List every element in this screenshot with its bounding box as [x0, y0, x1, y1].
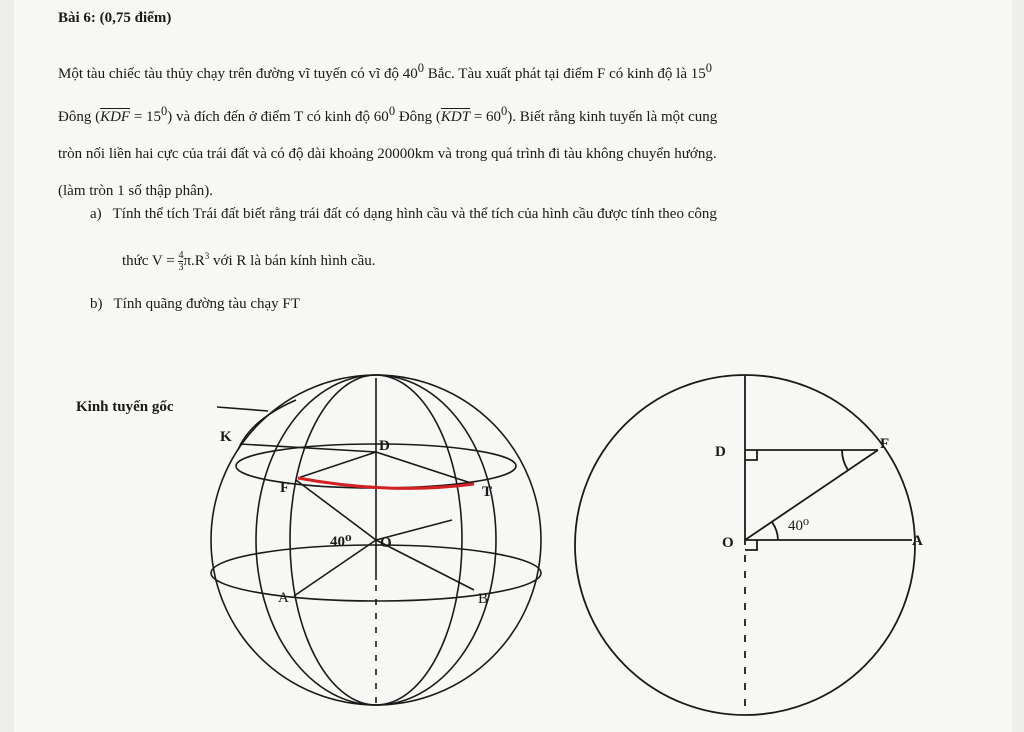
part-a-formula: thức V = $\frac{4}{3}$ $\pi.R^3$ với R là bán kính hình cầu. — [122, 250, 376, 273]
statement-line-2: Đông $(\overline{KDF} = 15^0)$ và đích đến ở điểm T có kinh độ $60^0$ Đông $(\overline{KDT} = 60^0)$. Biết rằng kinh tuyến là một cung — [58, 104, 718, 125]
label-a-right: A — [912, 533, 923, 549]
document-page — [14, 0, 1012, 732]
part-b: b) Tính quãng đường tàu chạy FT — [90, 296, 300, 312]
label-d-left: D — [379, 438, 390, 454]
label-b-left: B — [478, 591, 489, 607]
angle-kdt: $\overline{KDT}$ — [440, 109, 471, 125]
fraction-four-thirds: $\frac{4}{3}$ — [178, 250, 184, 273]
label-f-left: F — [280, 480, 290, 496]
angle-kdf: $\overline{KDF}$ — [100, 109, 131, 125]
caption-prime-meridian: Kinh tuyến gốc — [76, 399, 174, 415]
statement-line-3: tròn nối liền hai cực của trái đất và có độ dài khoảng 20000km và trong quá trình đi tàu không chuyển hướng. — [58, 146, 717, 162]
label-o-right: O — [722, 535, 734, 551]
part-a-text: Tính thể tích Trái đất biết rằng trái đất có dạng hình cầu và thể tích của hình cầu được tính theo công — [112, 206, 717, 222]
label-f-right: F — [880, 436, 890, 452]
problem-title: Bài 6: (0,75 điểm) — [58, 10, 172, 26]
part-b-text: Tính quãng đường tàu chạy FT — [113, 296, 300, 312]
problem-statement — [58, 50, 988, 210]
statement-line-4: (làm tròn 1 số thập phân). — [58, 183, 213, 199]
angle-label-right: 40⁰ — [788, 518, 810, 534]
angle-label-left: 40⁰ — [330, 534, 352, 550]
statement-line-1: Một tàu chiếc tàu thủy chạy trên đường vĩ tuyến có vĩ độ $40^0$ Bắc. Tàu xuất phát tại điểm F có kinh độ là $15^0$ — [58, 61, 712, 82]
label-t: T — [482, 484, 493, 500]
label-o-left: O — [380, 535, 392, 551]
label-d-right: D — [715, 444, 726, 460]
label-k: K — [220, 429, 232, 445]
part-a: a) Tính thể tích Trái đất biết rằng trái đất có dạng hình cầu và thể tích của hình cầu được tính theo công — [90, 206, 717, 222]
label-a-left: A — [278, 590, 289, 606]
